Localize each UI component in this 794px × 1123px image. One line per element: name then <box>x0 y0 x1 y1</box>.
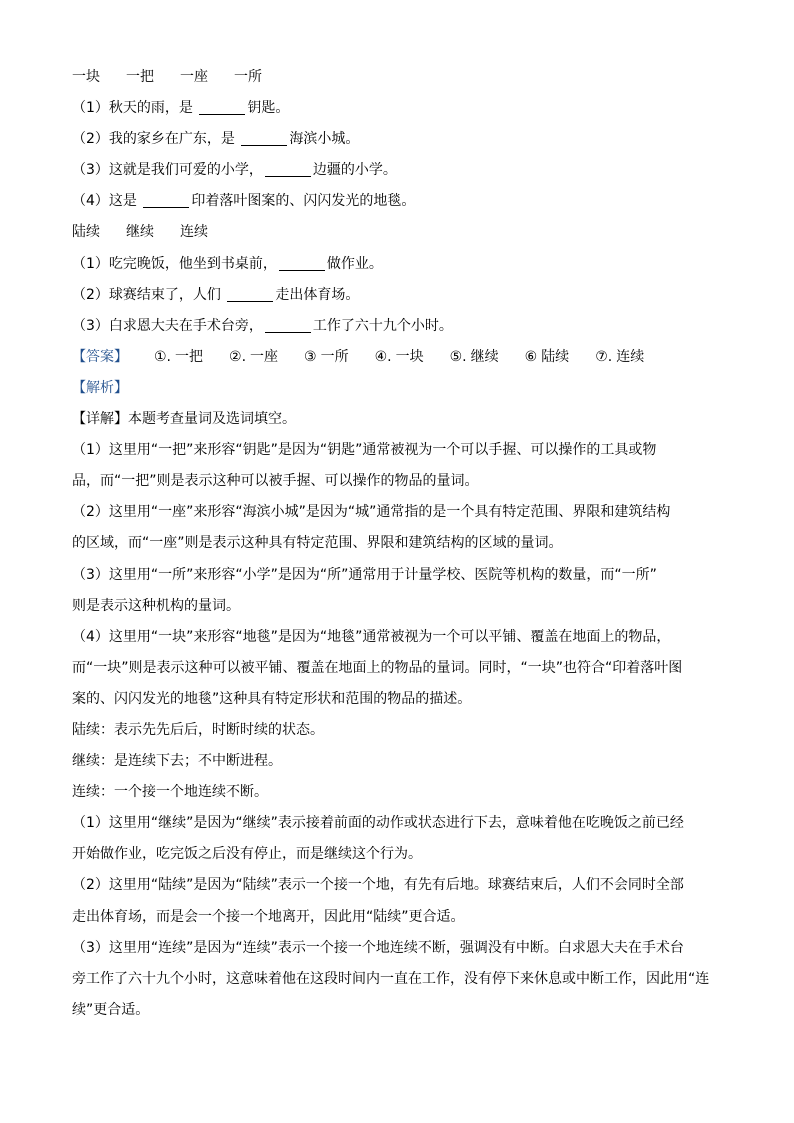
fill-blank <box>199 99 245 115</box>
answer-number: ⑥ <box>524 348 538 365</box>
analysis-heading <box>72 373 724 404</box>
answer-number: ⑦. <box>595 348 613 365</box>
analysis-line: 品，而“一把”则是表示这种可以被手握、可以操作的物品的量词。 <box>72 473 479 490</box>
fill-blank <box>279 255 325 271</box>
document-page <box>72 62 724 1026</box>
fill-blank <box>241 130 287 146</box>
answer-text: 陆续 <box>541 348 570 365</box>
answer-number: ③ <box>304 348 317 365</box>
analysis-line: （3）这里用“一所”来形容“小学”是因为“所”通常用于计量学校、医院等机构的数量，而“一所” <box>72 566 657 583</box>
question-2-2: （2）球赛结束了，人们 走出体育场。 <box>72 286 360 303</box>
fill-blank <box>227 286 273 302</box>
answer-text: 一把 <box>175 348 204 365</box>
answer-text: 连续 <box>616 348 645 365</box>
question-1-3: （3）这就是我们可爱的小学， 边疆的小学。 <box>72 162 397 179</box>
analysis-line: 的区域，而“一座”则是表示这种具有特定范围、界限和建筑结构的区域的量词。 <box>72 535 563 552</box>
answer-number: ②. <box>229 348 247 365</box>
analysis-label: 【解析】 <box>72 379 128 396</box>
option-word: 继续 <box>126 224 154 241</box>
question-2-1: （1）吃完晚饭，他坐到书桌前， 做作业。 <box>72 255 383 272</box>
question-1-4: （4）这是 印着落叶图案的、闪闪发光的地毯。 <box>72 193 416 210</box>
answer-text: 继续 <box>470 348 499 365</box>
answer-text: 一所 <box>320 348 349 365</box>
option-word: 一座 <box>180 69 208 85</box>
answer-number: ①. <box>154 348 172 365</box>
analysis-line: （1）这里用“继续”是因为“继续”表示接着前面的动作或状态进行下去，意味着他在吃晚饭之前已经 <box>72 815 684 832</box>
fill-blank <box>265 161 311 177</box>
analysis-line: （2）这里用“一座”来形容“海滨小城”是因为“城”通常指的是一个具有特定范围、界限和建筑结构 <box>72 504 671 521</box>
analysis-line: 而“一块”则是表示这种可以被平铺、覆盖在地面上的物品的量词。同时，“一块”也符合“印着落叶图 <box>72 659 683 676</box>
answer-text: 一块 <box>395 348 424 365</box>
analysis-line: （2）这里用“陆续”是因为“陆续”表示一个接一个地，有先有后地。球赛结束后，人们不会同时全部 <box>72 877 684 894</box>
analysis-line: 开始做作业，吃完饭之后没有停止，而是继续这个行为。 <box>72 846 422 863</box>
analysis-line: 继续：是连续下去；不中断进程。 <box>72 753 282 770</box>
option-word: 连续 <box>180 224 208 241</box>
option-word: 一把 <box>126 69 154 85</box>
question-1-2: （2）我的家乡在广东，是 海滨小城。 <box>72 131 360 148</box>
answer-label: 【答案】 <box>72 348 128 365</box>
question-2-3: （3）白求恩大夫在手术台旁， 工作了六十九个小时。 <box>72 317 453 334</box>
analysis-line: 旁工作了六十九个小时，这意味着他在这段时间内一直在工作，没有停下来休息或中断工作，因此用“连 <box>72 970 710 987</box>
option-word: 陆续 <box>72 224 100 241</box>
fill-blank <box>143 192 189 208</box>
analysis-line: （3）这里用“连续”是因为“连续”表示一个接一个地连续不断，强调没有中断。白求恩大夫在手术台 <box>72 939 684 956</box>
answer-number: ④. <box>374 348 392 365</box>
fill-blank <box>265 317 311 333</box>
analysis-line: 续”更合适。 <box>72 1001 150 1018</box>
option-word: 一所 <box>234 69 262 85</box>
analysis-line: 则是表示这种机构的量词。 <box>72 597 240 614</box>
analysis-line: 案的、闪闪发光的地毯”这种具有特定形状和范围的物品的描述。 <box>72 690 472 707</box>
option-word: 一块 <box>72 69 100 85</box>
question-1-1: （1）秋天的雨，是 钥匙。 <box>72 100 290 117</box>
analysis-line: 走出体育场，而是会一个接一个地离开，因此用“陆续”更合适。 <box>72 908 465 925</box>
analysis-line: （4）这里用“一块”来形容“地毯”是因为“地毯”通常被视为一个可以平铺、覆盖在地面上的物品， <box>72 628 671 645</box>
measure-word-options <box>72 62 724 93</box>
analysis-line: 【详解】本题考查量词及选词填空。 <box>72 411 296 428</box>
analysis-line: （1）这里用“一把”来形容“钥匙”是因为“钥匙”通常被视为一个可以手握、可以操作的工具或物 <box>72 442 657 459</box>
answer-text: 一座 <box>250 348 279 365</box>
analysis-line: 连续：一个接一个地连续不断。 <box>72 784 268 801</box>
verb-options <box>72 217 724 248</box>
answer-number: ⑤. <box>449 348 467 365</box>
answer-row <box>72 342 724 373</box>
analysis-line: 陆续：表示先先后后，时断时续的状态。 <box>72 721 324 738</box>
